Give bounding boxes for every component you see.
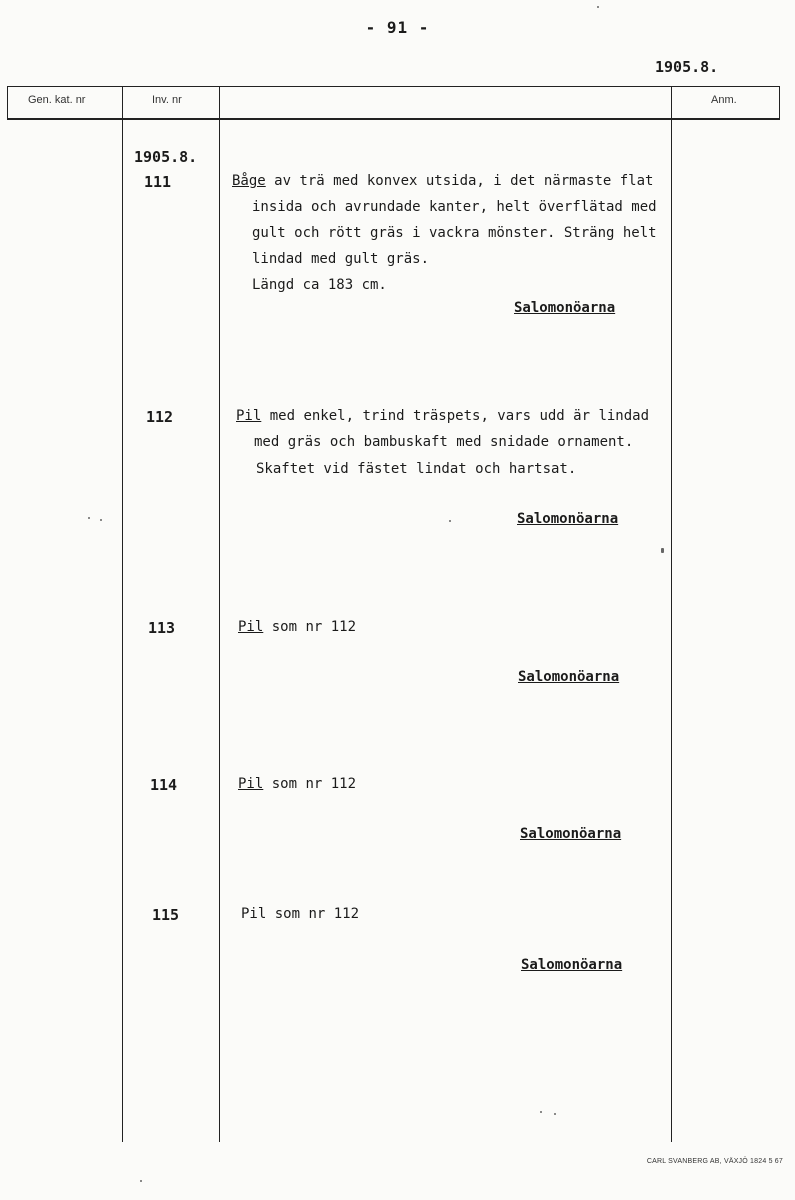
scan-speck — [100, 519, 102, 521]
scan-speck — [661, 548, 664, 553]
inventory-number: 113 — [148, 619, 176, 637]
entry-line: Pil som nr 112 — [238, 776, 357, 792]
entry-keyword: Båge — [232, 173, 266, 189]
column-header-anm: Anm. — [711, 94, 737, 106]
year-reference: 1905.8. — [655, 58, 719, 76]
column-divider-right-edge — [779, 86, 780, 120]
inventory-number: 115 — [152, 906, 180, 924]
entry-keyword: Pil — [238, 619, 264, 635]
group-reference: 1905.8. — [134, 148, 198, 166]
entry-line: Båge av trä med konvex utsida, i det närmaste flat — [232, 173, 654, 189]
column-divider-desc-anm — [671, 86, 672, 1142]
entry-line: Pil som nr 112 — [238, 619, 357, 635]
column-header-gen-kat-nr: Gen. kat. nr — [28, 94, 86, 106]
scan-speck — [88, 517, 90, 519]
page-number: - 91 - — [365, 18, 430, 37]
location-label: Salomonöarna — [520, 826, 622, 842]
column-divider-left-edge — [7, 86, 8, 120]
entry-keyword: Pil — [241, 906, 267, 922]
entry-line: gult och rött gräs i vackra mönster. Sträng helt — [252, 225, 657, 241]
location-label: Salomonöarna — [521, 957, 623, 973]
location-label: Salomonöarna — [517, 511, 619, 527]
inventory-number: 111 — [144, 173, 172, 191]
column-header-inv-nr: Inv. nr — [152, 94, 182, 106]
entry-line: Skaftet vid fästet lindat och hartsat. — [256, 461, 577, 477]
entry-line: insida och avrundade kanter, helt överflätad med — [252, 199, 657, 215]
entry-line: Pil som nr 112 — [241, 906, 360, 922]
entry-line: lindad med gult gräs. — [252, 251, 430, 267]
entry-keyword: Pil — [238, 776, 264, 792]
column-divider-inv-desc — [219, 86, 220, 1142]
location-label: Salomonöarna — [514, 300, 616, 316]
scan-speck — [449, 520, 451, 522]
entry-keyword: Pil — [236, 408, 262, 424]
column-divider-gen-inv — [122, 86, 123, 1142]
location-label: Salomonöarna — [518, 669, 620, 685]
entry-line: Längd ca 183 cm. — [252, 277, 387, 293]
inventory-number: 114 — [150, 776, 178, 794]
inventory-number: 112 — [146, 408, 174, 426]
entry-line: med gräs och bambuskaft med snidade ornament. — [254, 434, 634, 450]
scan-speck — [540, 1111, 542, 1113]
scan-speck — [597, 6, 599, 8]
scan-speck — [140, 1180, 142, 1182]
entry-line: Pil med enkel, trind träspets, vars udd är lindad — [236, 408, 650, 424]
printer-imprint: CARL SVANBERG AB, VÄXJÖ 1824 5 67 — [646, 1158, 783, 1165]
scan-speck — [554, 1113, 556, 1115]
